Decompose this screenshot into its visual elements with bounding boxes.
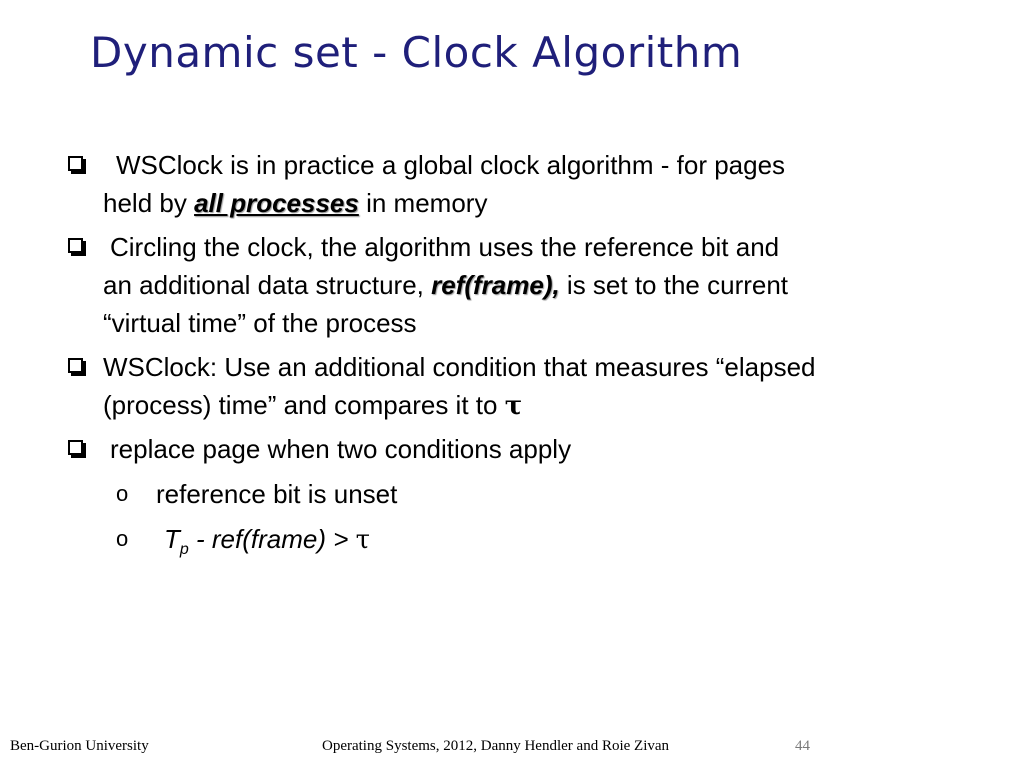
emphasis-ref-frame: ref(frame), — [431, 270, 560, 300]
tau-symbol: τ — [355, 525, 371, 555]
tau-symbol: τ — [504, 391, 523, 421]
bullet-line: Circling the clock, the algorithm uses the reference bit and — [110, 232, 780, 262]
bullet-replace-page — [66, 430, 966, 468]
bullet-line: an additional data structure, ref(frame), is set to the current — [103, 270, 789, 300]
footer-university: Ben-Gurion University — [10, 738, 149, 754]
subbullet-text: $T_p$ - ref(frame) > τ — [164, 524, 371, 558]
footer-page-number: 44 — [795, 738, 810, 754]
circle-bullet-icon: o — [116, 526, 129, 551]
bullet-elapsed-time — [66, 348, 966, 425]
checkbox-bullet-icon — [68, 440, 83, 455]
checkbox-bullet-icon — [68, 358, 83, 373]
bullet-line: WSClock is in practice a global clock algorithm - for pages — [116, 150, 786, 180]
bullet-line: “virtual time” of the process — [103, 308, 417, 338]
bullet-line: replace page when two conditions apply — [110, 434, 572, 464]
footer-course-info: Operating Systems, 2012, Danny Hendler and Roie Zivan — [322, 738, 670, 754]
emphasis-all-processes: all processes — [194, 188, 359, 218]
bullet-line: (process) time” and compares it to τ — [103, 390, 523, 421]
checkbox-bullet-icon — [68, 238, 83, 253]
bullet-line: WSClock: Use an additional condition that measures “elapsed — [103, 352, 816, 382]
checkbox-bullet-icon — [68, 156, 83, 171]
circle-bullet-icon: o — [116, 481, 129, 506]
subbullet-text: reference bit is unset — [156, 479, 398, 509]
bullet-circling-clock — [66, 228, 966, 342]
bullet-line: held by all processes in memory — [103, 188, 488, 218]
slide-title: Dynamic set - Clock Algorithm — [90, 28, 743, 77]
bullet-wsclock-global — [66, 146, 966, 222]
